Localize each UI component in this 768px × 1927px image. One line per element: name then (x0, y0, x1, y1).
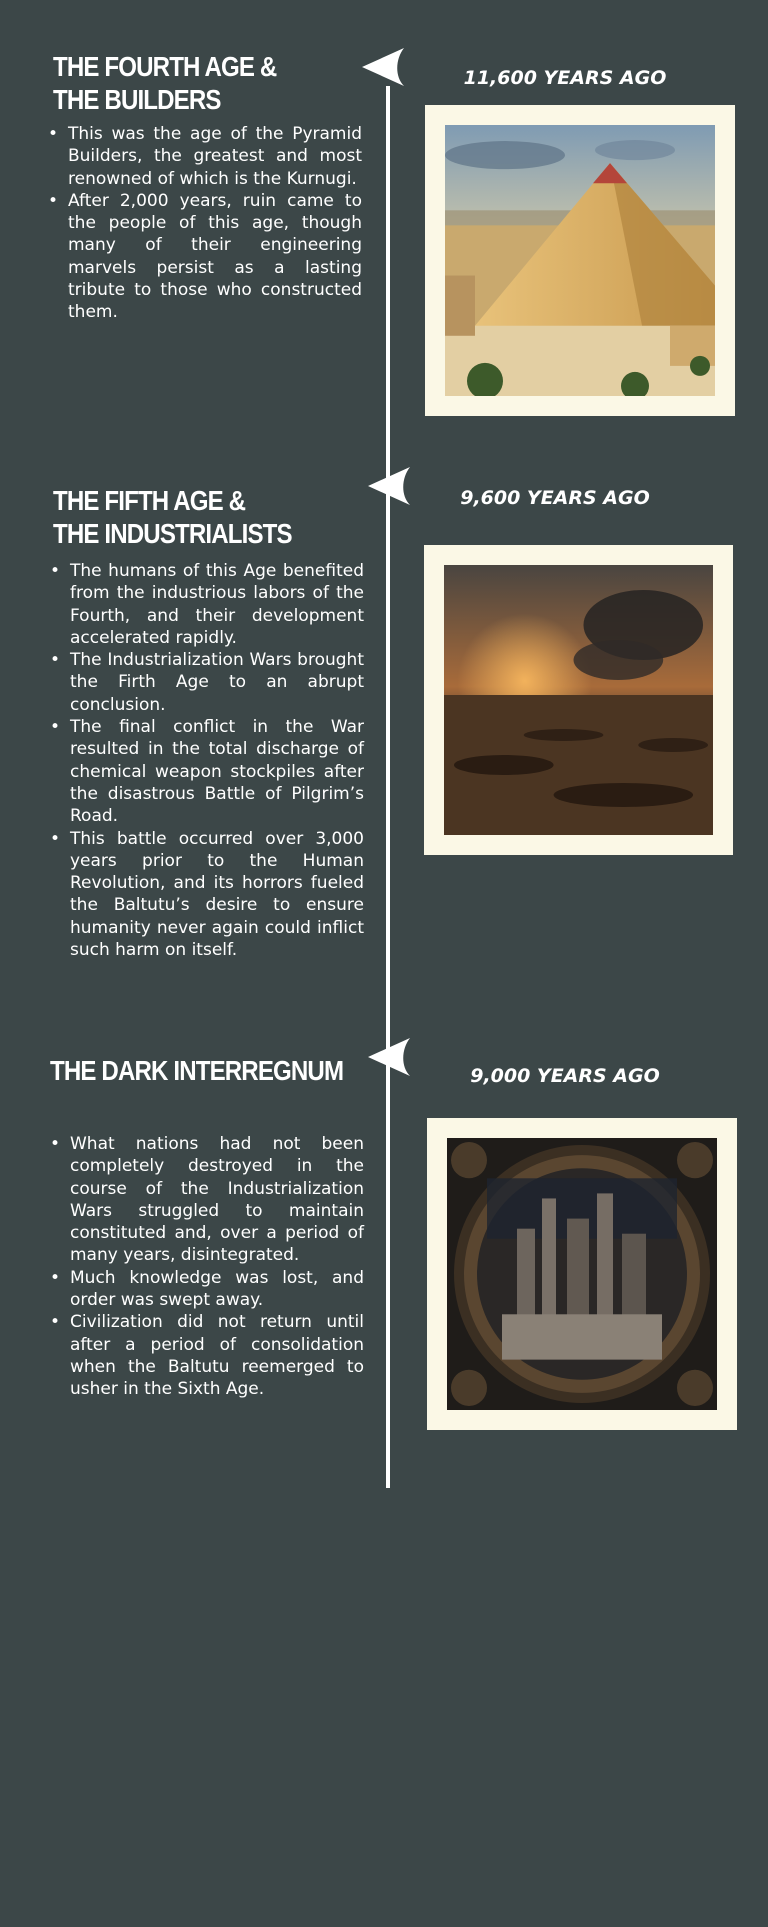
image-frame (424, 545, 733, 855)
ruined-city-illustration (447, 1138, 717, 1410)
battlefield-illustration (444, 565, 713, 835)
timeline-line (386, 86, 390, 1488)
list-item: • The Industrialization Wars brought the Firth Age to an abrupt conclusion. (62, 649, 364, 716)
list-item: • Civilization did not return until after a period of consolidation when the Baltutu reemerged to usher in the Sixth Age. (62, 1311, 364, 1400)
bullet-list (48, 123, 362, 324)
section-title: THE FIFTH AGE & THE INDUSTRIALISTS (53, 485, 292, 549)
era-label: 11,600 YEARS AGO (463, 67, 667, 89)
arrow-left-icon (366, 465, 412, 507)
image-frame (425, 105, 735, 416)
list-item: • This was the age of the Pyramid Builders, the greatest and most renowned of which is the Kurnugi. (60, 123, 362, 190)
era-label: 9,600 YEARS AGO (460, 487, 650, 509)
list-item: • This battle occurred over 3,000 years prior to the Human Revolution, and its horrors fueled the Baltutu’s desire to ensure humanity never again could inflict such harm on itself. (62, 828, 364, 962)
pyramid-illustration (445, 125, 715, 396)
list-item: • After 2,000 years, ruin came to the people of this age, though many of their engineering marvels persist as a lasting tribute to those who constructed them. (60, 190, 362, 324)
section-title: THE DARK INTERREGNUM (50, 1055, 344, 1086)
list-item: • The final conflict in the War resulted in the total discharge of chemical weapon stockpiles after the disastrous Battle of Pilgrim’s Road. (62, 716, 364, 827)
arrow-left-icon (366, 1036, 412, 1078)
bullet-list (50, 1133, 364, 1401)
arrow-left-icon (360, 46, 406, 88)
list-item: • What nations had not been completely destroyed in the course of the Industrialization Wars struggled to maintain constituted and, over a period of many years, disintegrated. (62, 1133, 364, 1267)
era-label: 9,000 YEARS AGO (470, 1065, 660, 1087)
image-frame (427, 1118, 737, 1430)
bullet-list (50, 560, 364, 961)
list-item: • The humans of this Age benefited from the industrious labors of the Fourth, and their development accelerated rapidly. (62, 560, 364, 649)
section-title: THE FOURTH AGE & THE BUILDERS (53, 51, 277, 115)
list-item: • Much knowledge was lost, and order was swept away. (62, 1267, 364, 1312)
